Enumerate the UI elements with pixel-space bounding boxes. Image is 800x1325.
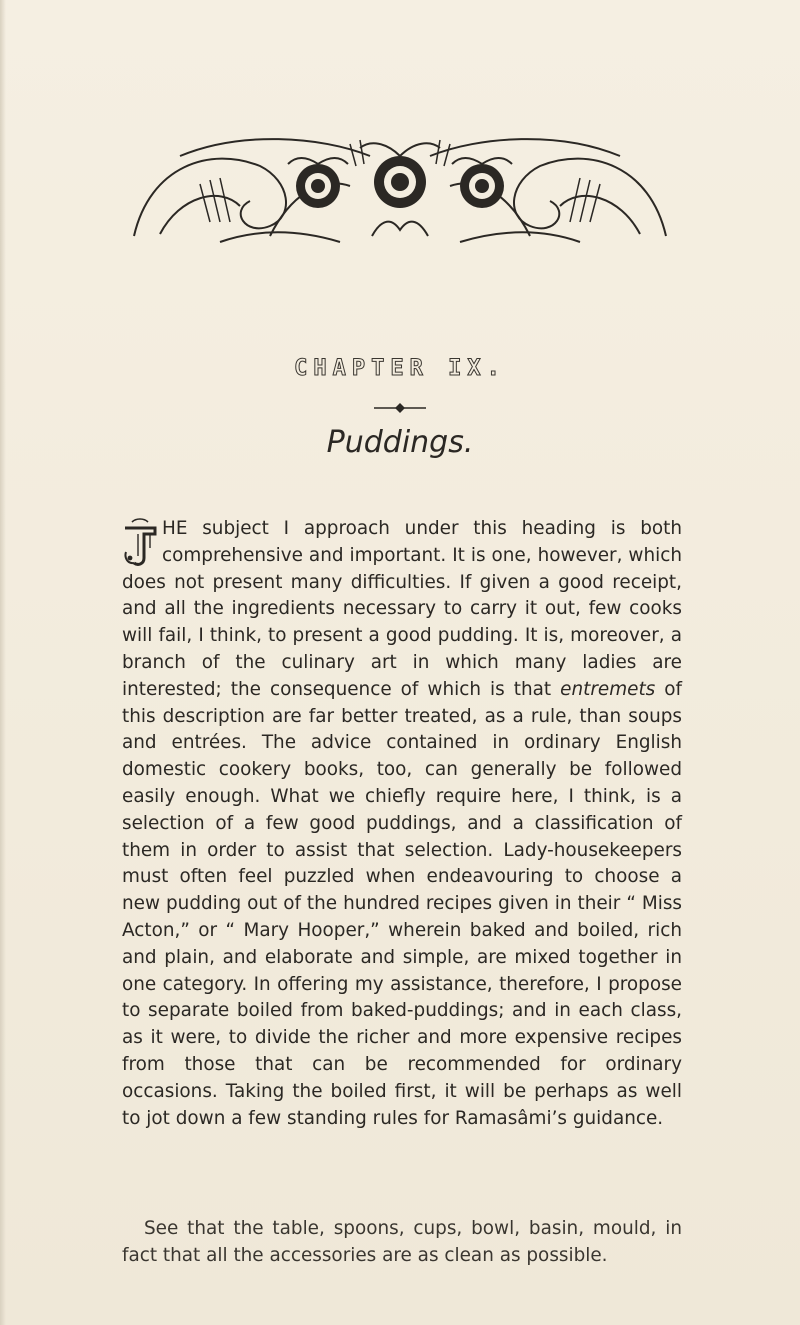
body-paragraph-1 <box>122 516 682 1132</box>
floral-headpiece-icon <box>120 126 680 250</box>
page-edge-shadow <box>0 0 6 1325</box>
chapter-title: Puddings. <box>326 425 474 460</box>
paragraph1-text-after: of this description are far better treated, as a rule, than soups and entrées. The advice contained in ordinary English domestic cookery books, too, can generally be followed easily enough. What we chiefly require here, I think, is a selection of a few good puddings, and a classification of them in order to assist that selection. Lady-housekeepers must often feel puzzled when endeavouring to choose a new pudding out of the hundred recipes given in their “ Miss Acton,” or “ Mary Hooper,” wherein baked and boiled, rich and plain, and elaborate and simple, are mixed together in one category. In offering my assistance, therefore, I propose to separate boiled from baked-puddings; and in each class, as it were, to divide the richer and more expensive recipes from those that can be recommended for ordinary occasions. Taking the boiled first, it will be perhaps as well to jot down a few standing rules for Ramasâmi’s guidance. <box>122 678 682 1129</box>
chapter-heading: CHAPTER IX. <box>294 356 506 381</box>
body-paragraph-2: See that the table, spoons, cups, bowl, basin, mould, in fact that all the accessories are as clean as possible. <box>122 1218 682 1266</box>
paragraph1-emphasis: entremets <box>560 678 656 700</box>
ornamental-dropcap-icon <box>122 518 158 568</box>
diamond-rule-divider-icon <box>372 402 428 414</box>
paragraph1-text-before: HE subject I approach under this heading is both comprehensive and important. It is one, however, which does not present many difficulties. If given a good receipt, and all the ingredients necessary to carry it out, few cooks will fail, I think, to present a good pudding. It is, moreover, a branch of the culinary art in which many ladies are interested; the consequence of which is that <box>122 518 682 700</box>
